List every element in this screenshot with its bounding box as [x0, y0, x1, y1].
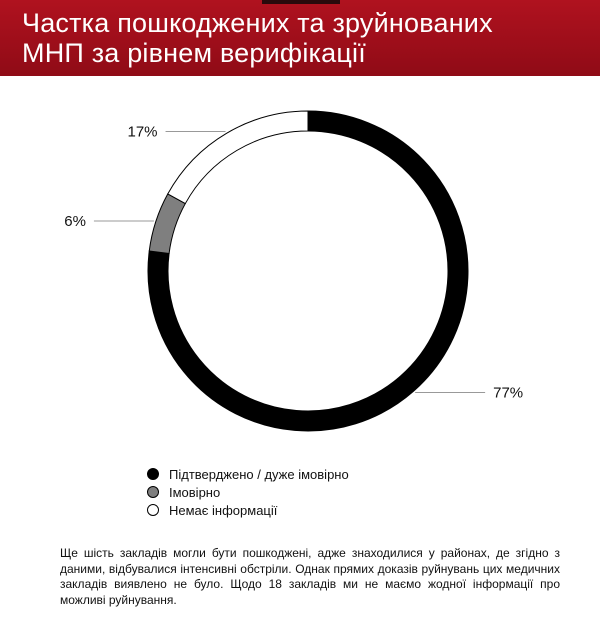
- header-banner: [0, 0, 600, 76]
- donut-chart: [0, 76, 600, 456]
- donut-slices: [148, 111, 468, 431]
- slice-label-confirmed: 77%: [493, 384, 524, 402]
- legend-item-no-info: [147, 501, 349, 519]
- legend-label-no-info: Немає інформації: [169, 502, 278, 518]
- legend-swatch-probable: [147, 486, 159, 498]
- page-title: [22, 8, 578, 68]
- legend-label-confirmed: Підтверджено / дуже імовірно: [169, 466, 349, 482]
- page-title-line2: МНП за рівнем верифікації: [22, 38, 366, 68]
- legend-swatch-confirmed: [147, 468, 159, 480]
- slice-label-probable: 6%: [64, 212, 86, 230]
- legend-item-probable: [147, 483, 349, 501]
- legend-swatch-no-info: [147, 504, 159, 516]
- slice-label-no-info: 17%: [127, 123, 158, 141]
- header-tab-mark: [262, 0, 340, 4]
- footnote-text: Ще шість закладів могли бути пошкоджені, адже знаходилися у районах, де згідно з даними, відбувалися інтенсивні обстріли. Однак прямих доказів руйнувань цих медичних закладів виявлено не було. Щодо 18 закладів ми не маємо жодної інформації про можливі руйнування.: [60, 546, 560, 607]
- slice-probable: [149, 194, 185, 254]
- legend: [147, 465, 349, 519]
- page-title-line1: Частка пошкоджених та зруйнованих: [22, 8, 493, 38]
- legend-label-probable: Імовірно: [169, 484, 221, 500]
- legend-item-confirmed: [147, 465, 349, 483]
- slice-no-info: [168, 111, 308, 204]
